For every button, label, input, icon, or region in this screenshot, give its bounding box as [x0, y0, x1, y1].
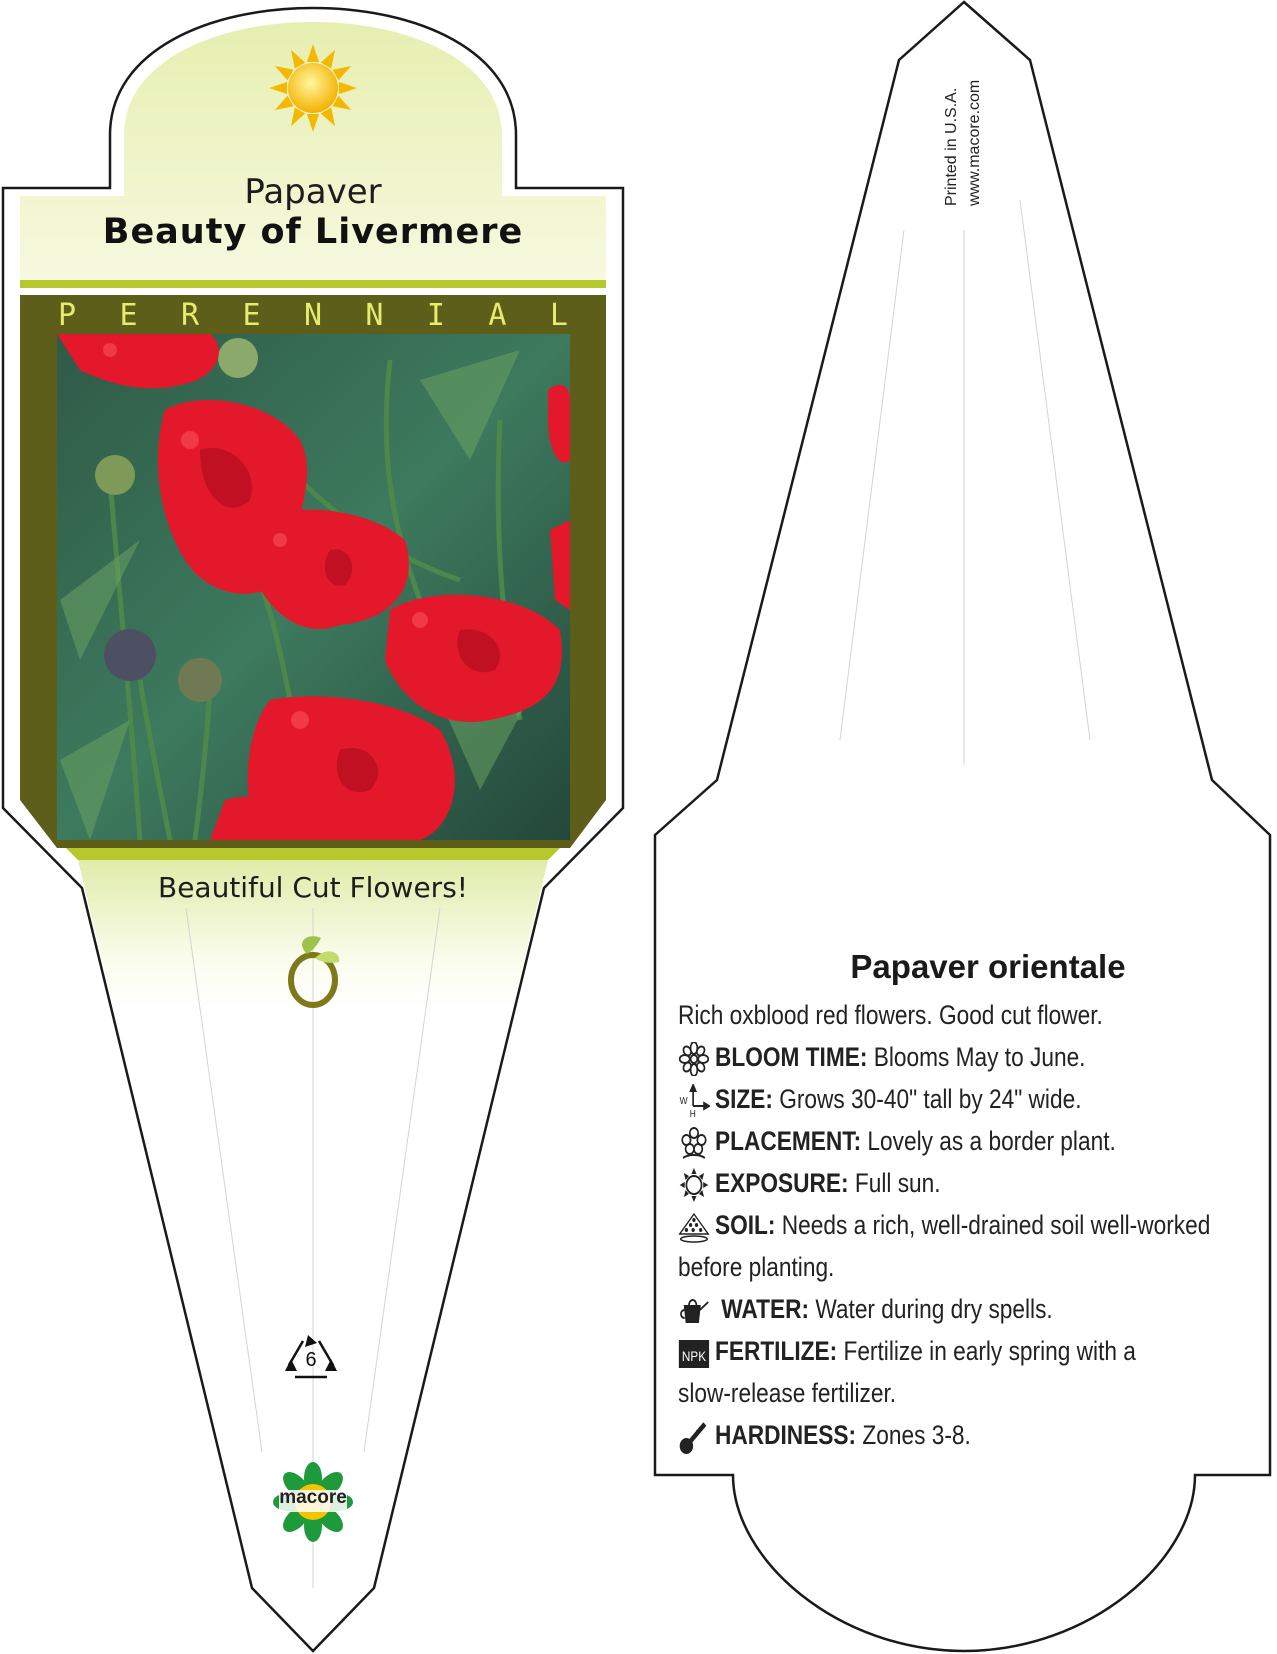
recycle-code: 6	[305, 1349, 317, 1371]
attr-water: WATER: Water during dry spells.	[678, 1288, 1232, 1330]
lime-divider-bottom	[66, 848, 560, 860]
front-tag	[3, 8, 623, 1651]
category-letter: E	[119, 298, 138, 333]
attr-hardiness: HARDINESS: Zones 3-8.	[678, 1414, 1232, 1456]
placement-plant-icon	[678, 1126, 710, 1160]
lime-divider-top	[20, 280, 606, 288]
printed-in: Printed in U.S.A.	[943, 87, 960, 206]
category-letter: P	[58, 298, 77, 333]
attr-soil-continued: before planting.	[678, 1252, 835, 1282]
variety-name: Beauty of Livermere	[102, 212, 524, 252]
svg-text:W: W	[679, 1095, 688, 1107]
attr-bloom-time: BLOOM TIME: Blooms May to June.	[678, 1036, 1232, 1078]
category-letter: A	[488, 298, 507, 333]
category-letter: N	[303, 298, 322, 333]
category-letter: I	[426, 298, 445, 333]
attr-soil: SOIL: Needs a rich, well-drained soil well-worked	[678, 1204, 1232, 1246]
category-letter: E	[242, 298, 261, 333]
category-letter: L	[549, 298, 568, 333]
website: www.macore.com	[966, 79, 983, 206]
brand-name: macore	[279, 1487, 347, 1508]
poppy-photo	[57, 334, 570, 840]
sun-icon	[678, 1168, 710, 1202]
category-label	[58, 298, 568, 333]
attr-size: W H SIZE: Grows 30-40" tall by 24" wide.	[679, 1084, 1082, 1118]
attr-exposure: EXPOSURE: Full sun.	[678, 1162, 1232, 1204]
soil-icon	[678, 1210, 710, 1244]
category-letter: N	[365, 298, 384, 333]
attr-fertilize: NPK FERTILIZE: Fertilize in early spring with a	[678, 1330, 1232, 1372]
description: Rich oxblood red flowers. Good cut flower.	[678, 1000, 1103, 1030]
thermometer-icon	[678, 1420, 710, 1454]
svg-text:H: H	[689, 1108, 696, 1118]
printer-info	[940, 80, 986, 206]
watering-can-icon	[678, 1294, 710, 1328]
npk-icon	[678, 1336, 710, 1370]
tagline: Beautiful Cut Flowers!	[157, 871, 469, 904]
species-name: Papaver orientale	[850, 948, 1126, 985]
size-arrows-icon	[678, 1084, 710, 1118]
attr-fertilize-continued: slow-release fertilizer.	[678, 1378, 897, 1408]
svg-text:NPK: NPK	[681, 1347, 707, 1365]
genus-name: Papaver	[244, 172, 382, 212]
category-letter: R	[180, 298, 200, 333]
attr-placement: PLACEMENT: Lovely as a border plant.	[678, 1120, 1232, 1162]
care-info	[678, 948, 1238, 1456]
flower-icon	[678, 1042, 710, 1076]
